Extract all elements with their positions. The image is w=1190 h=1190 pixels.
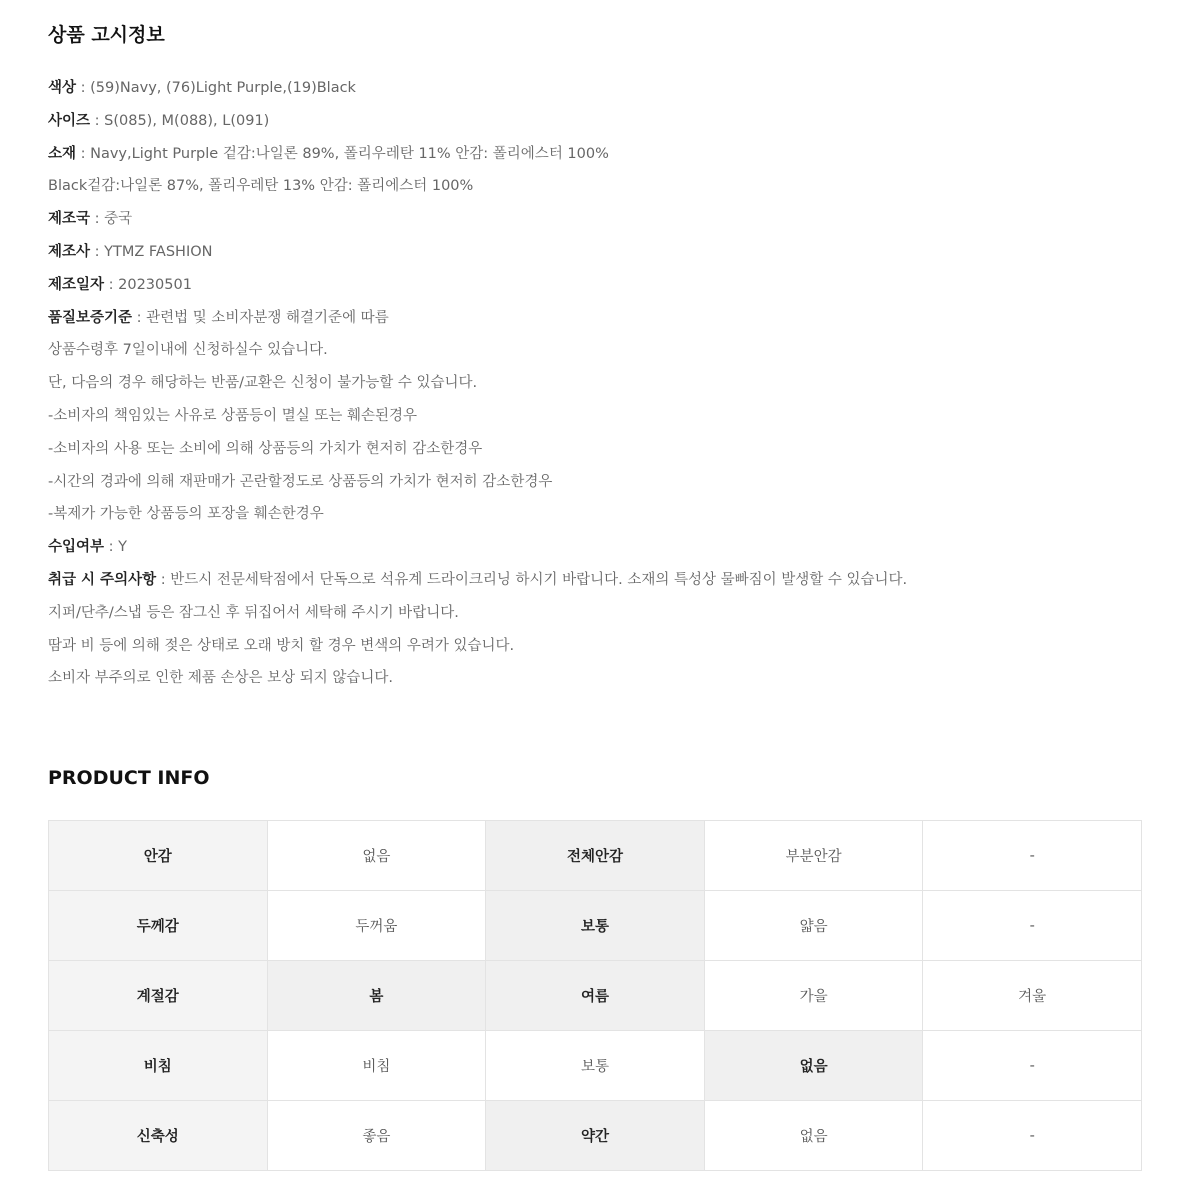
notice-value: : Navy,Light Purple 겉감:나일론 89%, 폴리우레탄 11% 안감: 폴리에스터 100% [76,145,609,162]
product-info-option-selected: 약간 [486,1101,705,1171]
product-info-option-selected: 전체안감 [486,821,705,891]
notice-line [48,531,1148,564]
notice-line [48,170,1148,203]
notice-line [48,334,1148,367]
notice-label: 소재 [48,145,77,162]
product-info-attribute: 계절감 [49,961,268,1031]
notice-line [48,72,1148,105]
notice-value: : 20230501 [104,276,192,293]
notice-line [48,203,1148,236]
notice-line [48,498,1148,531]
notice-value: : 반드시 전문세탁점에서 단독으로 석유계 드라이크리닝 하시기 바랍니다. 소재의 특성상 물빠짐이 발생할 수 있습니다. [156,571,908,588]
notice-value: -소비자의 책임있는 사유로 상품등이 멸실 또는 훼손된경우 [48,407,418,424]
notice-line [48,105,1148,138]
notice-line [48,433,1148,466]
notice-value: 지퍼/단추/스냅 등은 잠그신 후 뒤집어서 세탁해 주시기 바랍니다. [48,604,459,621]
notice-value: : 중국 [90,211,133,228]
notice-line [48,302,1148,335]
notice-value: Black겉감:나일론 87%, 폴리우레탄 13% 안감: 폴리에스터 100% [48,178,474,195]
product-info-option: 가을 [704,961,923,1031]
notice-value: : S(085), M(088), L(091) [90,112,270,129]
notice-value: -복제가 가능한 상품등의 포장을 훼손한경우 [48,506,324,523]
product-info-option: - [923,1031,1142,1101]
product-info-option: - [923,821,1142,891]
product-info-option: 없음 [704,1101,923,1171]
notice-value: 단, 다음의 경우 해당하는 반품/교환은 신청이 불가능할 수 있습니다. [48,375,478,392]
notice-value: : Y [104,539,127,556]
product-info-row [49,1101,1142,1171]
product-info-option: 좋음 [267,1101,486,1171]
notice-label: 품질보증기준 [48,309,133,326]
notice-line [48,400,1148,433]
product-info-row [49,891,1142,961]
notice-value: 상품수령후 7일이내에 신청하실수 있습니다. [48,342,328,359]
notice-label: 색상 [48,80,77,96]
product-info-attribute: 신축성 [49,1101,268,1171]
notice-line [48,269,1148,302]
notice-label: 수입여부 [48,539,105,556]
product-info-option-selected: 봄 [267,961,486,1031]
product-info-attribute: 두께감 [49,891,268,961]
product-info-option: 겨울 [923,961,1142,1031]
notice-label: 사이즈 [48,112,91,129]
product-info-option-selected: 없음 [704,1031,923,1101]
notice-value: 소비자 부주의로 인한 제품 손상은 보상 되지 않습니다. [48,670,394,687]
notice-line [48,367,1148,400]
notice-value: 땀과 비 등에 의해 젖은 상태로 오래 방치 할 경우 변색의 우려가 있습니다. [48,637,515,654]
product-info-option: 두꺼움 [267,891,486,961]
product-info-option-selected: 보통 [486,891,705,961]
product-info-row [49,1031,1142,1101]
notice-label: 제조일자 [48,276,105,293]
notice-value: -소비자의 사용 또는 소비에 의해 상품등의 가치가 현저히 감소한경우 [48,440,483,457]
notice-line [48,564,1148,597]
product-info-table [48,820,1142,1171]
notice-line [48,597,1148,630]
product-info-row [49,821,1142,891]
notice-value: -시간의 경과에 의해 재판매가 곤란할정도로 상품등의 가치가 현저히 감소한경우 [48,473,553,490]
product-info-option: 얇음 [704,891,923,961]
product-info-option: 없음 [267,821,486,891]
notice-label: 제조국 [48,211,91,228]
notice-line [48,466,1148,499]
notice-title: 상품 고시정보 [48,24,165,46]
notice-value: : (59)Navy, (76)Light Purple,(19)Black [76,80,356,96]
product-info-attribute: 안감 [49,821,268,891]
product-info-option: 비침 [267,1031,486,1101]
notice-label: 취급 시 주의사항 [48,571,157,588]
product-info-option-selected: 여름 [486,961,705,1031]
product-info-option: 부분안감 [704,821,923,891]
notice-label: 제조사 [48,243,91,260]
product-info-title: PRODUCT INFO [48,767,210,789]
notice-list [48,72,1148,695]
product-info-option: 보통 [486,1031,705,1101]
product-info-attribute: 비침 [49,1031,268,1101]
notice-value: : 관련법 및 소비자분쟁 해결기준에 따름 [132,309,389,326]
notice-line [48,138,1148,171]
product-info-row [49,961,1142,1031]
product-info-option: - [923,1101,1142,1171]
notice-line [48,630,1148,663]
notice-value: : YTMZ FASHION [90,243,213,260]
notice-line [48,662,1148,695]
notice-line [48,236,1148,269]
product-info-option: - [923,891,1142,961]
